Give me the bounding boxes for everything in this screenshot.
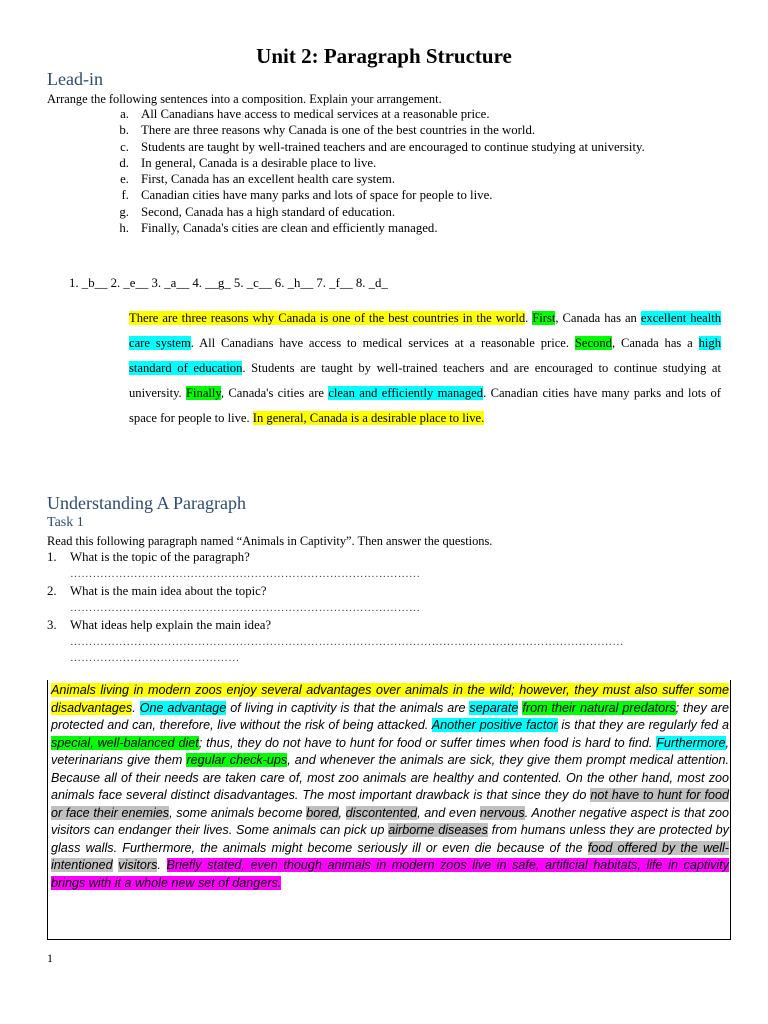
answer-dots: ………………………………………………………………………………… bbox=[70, 602, 421, 614]
question-3: 3. What ideas help explain the main idea? bbox=[47, 618, 272, 632]
highlighted-text: First bbox=[532, 311, 556, 325]
highlighted-text: airborne diseases bbox=[388, 823, 488, 837]
highlighted-text: Another positive factor bbox=[431, 718, 558, 732]
highlighted-text: Finally bbox=[186, 386, 221, 400]
text-run: ; thus, they do not have to hunt for food or suffer times when food is hard to find. bbox=[198, 735, 657, 750]
highlighted-text: from their natural predators bbox=[522, 700, 676, 715]
list-item: b. There are three reasons why Canada is one of the best countries in the world. bbox=[119, 123, 536, 138]
answer-line: 1. _b__ 2. _e__ 3. _a__ 4. __g_ 5. _c__ 6. _h__ 7. _f__ 8. _d_ bbox=[69, 276, 388, 290]
text-run: of living in captivity is that the animals are bbox=[226, 700, 470, 715]
page-number: 1 bbox=[47, 951, 53, 965]
highlighted-text: In general, Canada is a desirable place to live. bbox=[252, 411, 485, 425]
text-run: is that they are regularly fed a bbox=[557, 718, 729, 732]
text-run: , Canada has an bbox=[555, 311, 641, 325]
lead-in-heading: Lead-in bbox=[47, 69, 103, 89]
highlighted-text: Animals living in modern zoos enjoy several advantages over animals in the wild; however, they must also suffer some disadvantages bbox=[51, 683, 729, 715]
text-run: from humans unless they are protected by glass walls. Furthermore, the animals might become seriously ill or even die because of the bbox=[51, 823, 729, 855]
task-instruction: Read this following paragraph named “Animals in Captivity”. Then answer the questions. bbox=[47, 534, 493, 548]
list-item: c. Students are taught by well-trained teachers and are encouraged to continue studying at university. bbox=[120, 139, 645, 154]
page-title: Unit 2: Paragraph Structure bbox=[256, 44, 512, 68]
highlighted-text: or face their enemies bbox=[51, 805, 170, 820]
highlighted-text: high standard of education bbox=[129, 336, 721, 375]
answer-dots: ……………………………………… bbox=[70, 652, 240, 664]
highlighted-text: Second bbox=[574, 336, 612, 350]
animals-in-captivity-paragraph bbox=[51, 682, 729, 892]
list-item: h. Finally, Canada's cities are clean and efficiently managed. bbox=[119, 221, 438, 236]
answer-dots: ………………………………………………………………………………… bbox=[70, 568, 421, 580]
text-run: . bbox=[157, 858, 167, 872]
text-run: . Canadian cities have many parks and lots of space for people to live. bbox=[129, 386, 721, 425]
lead-in-sentence-list bbox=[47, 106, 687, 236]
question-1: 1. What is the topic of the paragraph? bbox=[47, 550, 250, 564]
highlighted-text: regular check-ups bbox=[186, 753, 288, 767]
highlighted-text: discontented bbox=[345, 805, 418, 820]
highlighted-text: Briefly stated, even though animals in modern zoos live in safe, artificial habitats, life in captivity brings with it a whole new set of dangers. bbox=[51, 858, 730, 890]
text-run: . bbox=[132, 700, 140, 715]
highlighted-text: bored bbox=[306, 805, 339, 820]
text-run: , and even bbox=[417, 805, 480, 820]
text-run: , Canada has a bbox=[611, 336, 699, 350]
text-run: , bbox=[338, 805, 346, 820]
highlighted-text: separate bbox=[469, 700, 519, 715]
text-run: . All Canadians have access to medical services at a reasonable price. bbox=[190, 336, 575, 350]
text-run: , and whenever the animals are sick, they give them prompt medical attention. Because all of their needs are taken care of, most zoo animals are healthy and contented. On the other hand, most zoo animals face several distinct disadvantages. The most important drawback is that since they do bbox=[51, 753, 729, 802]
text-run: . Students are taught by well-trained teachers and are encouraged to continue studying at university. bbox=[129, 361, 721, 400]
highlighted-text: not have to hunt for food bbox=[590, 788, 729, 802]
list-item: f. Canadian cities have many parks and lots of space for people to live. bbox=[121, 188, 493, 203]
lead-in-instruction: Arrange the following sentences into a composition. Explain your arrangement. bbox=[47, 92, 442, 106]
list-item: d. In general, Canada is a desirable place to live. bbox=[119, 155, 377, 170]
highlighted-text: visitors bbox=[118, 858, 158, 872]
question-2: 2. What is the main idea about the topic? bbox=[47, 584, 267, 598]
task-heading: Task 1 bbox=[47, 515, 84, 530]
highlighted-text: One advantage bbox=[139, 700, 227, 715]
text-run: , Canada's cities are bbox=[220, 386, 329, 400]
highlighted-text: nervous bbox=[479, 805, 525, 820]
understanding-heading: Understanding A Paragraph bbox=[47, 493, 246, 513]
highlighted-text: food offered by the well-intentioned bbox=[51, 840, 729, 872]
text-run: , veterinarians give them bbox=[51, 735, 729, 767]
text-run: . Another negative aspect is that zoo visitors can endanger their lives. Some animals can pick up bbox=[51, 805, 729, 837]
answer-dots: ………………………………………………………………………………………………………………………………… bbox=[70, 636, 624, 648]
highlighted-text: special, well-balanced diet bbox=[51, 735, 199, 750]
highlighted-text: Furthermore bbox=[656, 735, 726, 750]
text-run: ; they are protected and can, therefore, live without the risk of being attacked. bbox=[51, 700, 729, 732]
highlighted-text: clean and efficiently managed bbox=[328, 386, 484, 400]
highlighted-text: There are three reasons why Canada is one of the best countries in the world bbox=[129, 311, 526, 325]
list-item: a. All Canadians have access to medical services at a reasonable price. bbox=[120, 107, 490, 121]
text-run: , some animals become bbox=[169, 805, 307, 820]
text-run: . bbox=[525, 311, 533, 325]
list-item: e. First, Canada has an excellent health care system. bbox=[120, 172, 396, 187]
highlighted-text: excellent health care system bbox=[129, 311, 721, 350]
list-item: g. Second, Canada has a high standard of education. bbox=[119, 204, 396, 219]
lead-in-model-paragraph bbox=[129, 306, 721, 431]
